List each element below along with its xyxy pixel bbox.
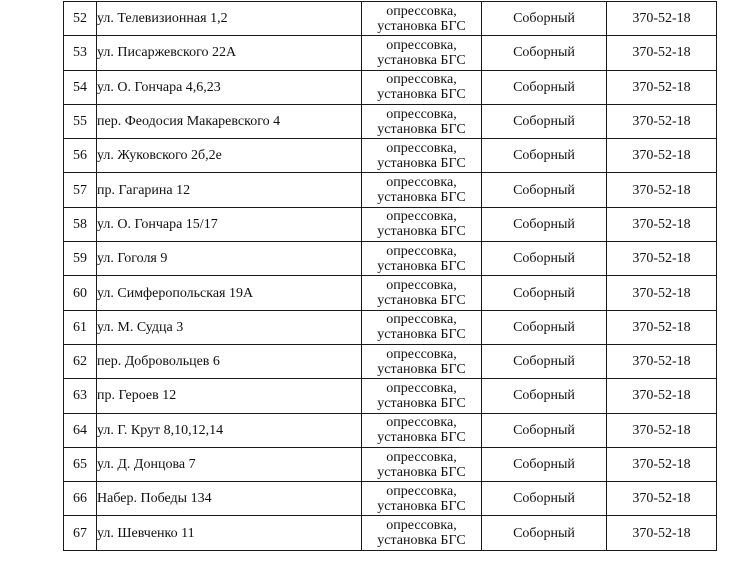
work-type-cell (362, 310, 482, 344)
row-number: 60 (64, 276, 97, 310)
address-cell: пр. Гагарина 12 (97, 173, 362, 207)
table-row (64, 139, 717, 173)
district-cell: Соборный (482, 242, 607, 276)
work-type-line-1: опрессовка, (386, 209, 457, 225)
phone-cell: 370-52-18 (607, 70, 717, 104)
table-row (64, 173, 717, 207)
address-cell: ул. Писаржевского 22А (97, 36, 362, 70)
work-type-line-1: опрессовка, (386, 483, 457, 499)
work-type-cell (362, 447, 482, 481)
work-type-cell (362, 516, 482, 550)
district-cell: Соборный (482, 173, 607, 207)
work-type-line-2: установка БГС (377, 190, 466, 206)
table-row (64, 516, 717, 550)
row-number: 59 (64, 242, 97, 276)
work-type-line-2: установка БГС (377, 533, 466, 549)
table-row (64, 447, 717, 481)
phone-cell: 370-52-18 (607, 242, 717, 276)
work-type-cell (362, 207, 482, 241)
work-type-line-1: опрессовка, (386, 72, 457, 88)
table-row (64, 276, 717, 310)
address-cell: пер. Добровольцев 6 (97, 344, 362, 378)
address-cell: ул. М. Судца 3 (97, 310, 362, 344)
work-type-cell (362, 413, 482, 447)
phone-cell: 370-52-18 (607, 104, 717, 138)
address-cell: ул. Жуковского 2б,2е (97, 139, 362, 173)
phone-cell: 370-52-18 (607, 447, 717, 481)
work-type-line-2: установка БГС (377, 87, 466, 103)
work-type-line-1: опрессовка, (386, 346, 457, 362)
row-number: 67 (64, 516, 97, 550)
work-type-line-2: установка БГС (377, 258, 466, 274)
phone-cell: 370-52-18 (607, 413, 717, 447)
row-number: 63 (64, 379, 97, 413)
table-row (64, 2, 717, 36)
district-cell: Соборный (482, 2, 607, 36)
work-type-cell (362, 482, 482, 516)
table-row (64, 310, 717, 344)
address-cell: Набер. Победы 134 (97, 482, 362, 516)
work-type-line-1: опрессовка, (386, 106, 457, 122)
work-type-cell (362, 344, 482, 378)
work-type-cell (362, 104, 482, 138)
address-cell: ул. Гоголя 9 (97, 242, 362, 276)
work-type-line-2: установка БГС (377, 52, 466, 68)
work-type-line-2: установка БГС (377, 498, 466, 514)
work-type-line-1: опрессовка, (386, 278, 457, 294)
row-number: 57 (64, 173, 97, 207)
work-type-cell (362, 242, 482, 276)
district-cell: Соборный (482, 344, 607, 378)
work-type-line-1: опрессовка, (386, 243, 457, 259)
work-type-line-1: опрессовка, (386, 175, 457, 191)
district-cell: Соборный (482, 447, 607, 481)
row-number: 52 (64, 2, 97, 36)
work-type-cell (362, 139, 482, 173)
work-type-line-2: установка БГС (377, 395, 466, 411)
work-type-line-2: установка БГС (377, 361, 466, 377)
district-cell: Соборный (482, 70, 607, 104)
work-type-line-2: установка БГС (377, 18, 466, 34)
phone-cell: 370-52-18 (607, 2, 717, 36)
table-row (64, 104, 717, 138)
phone-cell: 370-52-18 (607, 139, 717, 173)
work-type-line-2: установка БГС (377, 121, 466, 137)
district-cell: Соборный (482, 482, 607, 516)
table-row (64, 344, 717, 378)
row-number: 54 (64, 70, 97, 104)
work-type-line-1: опрессовка, (386, 380, 457, 396)
work-type-line-1: опрессовка, (386, 312, 457, 328)
phone-cell: 370-52-18 (607, 207, 717, 241)
address-cell: ул. О. Гончара 15/17 (97, 207, 362, 241)
address-table (63, 1, 717, 551)
work-type-line-1: опрессовка, (386, 140, 457, 156)
work-type-cell (362, 173, 482, 207)
phone-cell: 370-52-18 (607, 310, 717, 344)
address-cell: ул. Симферопольская 19А (97, 276, 362, 310)
district-cell: Соборный (482, 379, 607, 413)
row-number: 53 (64, 36, 97, 70)
row-number: 64 (64, 413, 97, 447)
row-number: 62 (64, 344, 97, 378)
work-type-line-1: опрессовка, (386, 449, 457, 465)
district-cell: Соборный (482, 276, 607, 310)
phone-cell: 370-52-18 (607, 173, 717, 207)
address-cell: пер. Феодосия Макаревского 4 (97, 104, 362, 138)
work-type-line-1: опрессовка, (386, 415, 457, 431)
district-cell: Соборный (482, 36, 607, 70)
address-cell: пр. Героев 12 (97, 379, 362, 413)
district-cell: Соборный (482, 413, 607, 447)
phone-cell: 370-52-18 (607, 482, 717, 516)
row-number: 65 (64, 447, 97, 481)
work-type-cell (362, 36, 482, 70)
work-type-line-2: установка БГС (377, 155, 466, 171)
table-row (64, 70, 717, 104)
work-type-line-2: установка БГС (377, 430, 466, 446)
address-cell: ул. Д. Донцова 7 (97, 447, 362, 481)
address-cell: ул. Телевизионная 1,2 (97, 2, 362, 36)
address-cell: ул. Г. Крут 8,10,12,14 (97, 413, 362, 447)
phone-cell: 370-52-18 (607, 379, 717, 413)
table-body (64, 2, 717, 551)
work-type-line-1: опрессовка, (386, 518, 457, 534)
work-type-cell (362, 379, 482, 413)
row-number: 55 (64, 104, 97, 138)
district-cell: Соборный (482, 104, 607, 138)
table-row (64, 379, 717, 413)
district-cell: Соборный (482, 310, 607, 344)
work-type-line-2: установка БГС (377, 464, 466, 480)
table-row (64, 482, 717, 516)
district-cell: Соборный (482, 139, 607, 173)
address-cell: ул. Шевченко 11 (97, 516, 362, 550)
work-type-line-2: установка БГС (377, 327, 466, 343)
table-row (64, 413, 717, 447)
table-row (64, 207, 717, 241)
phone-cell: 370-52-18 (607, 516, 717, 550)
phone-cell: 370-52-18 (607, 344, 717, 378)
district-cell: Соборный (482, 516, 607, 550)
table-row (64, 242, 717, 276)
row-number: 56 (64, 139, 97, 173)
work-type-line-1: опрессовка, (386, 37, 457, 53)
phone-cell: 370-52-18 (607, 276, 717, 310)
work-type-cell (362, 70, 482, 104)
work-type-line-2: установка БГС (377, 293, 466, 309)
work-type-cell (362, 276, 482, 310)
address-cell: ул. О. Гончара 4,6,23 (97, 70, 362, 104)
row-number: 61 (64, 310, 97, 344)
work-type-line-1: опрессовка, (386, 3, 457, 19)
row-number: 58 (64, 207, 97, 241)
district-cell: Соборный (482, 207, 607, 241)
phone-cell: 370-52-18 (607, 36, 717, 70)
row-number: 66 (64, 482, 97, 516)
work-type-line-2: установка БГС (377, 224, 466, 240)
table-row (64, 36, 717, 70)
work-type-cell (362, 2, 482, 36)
